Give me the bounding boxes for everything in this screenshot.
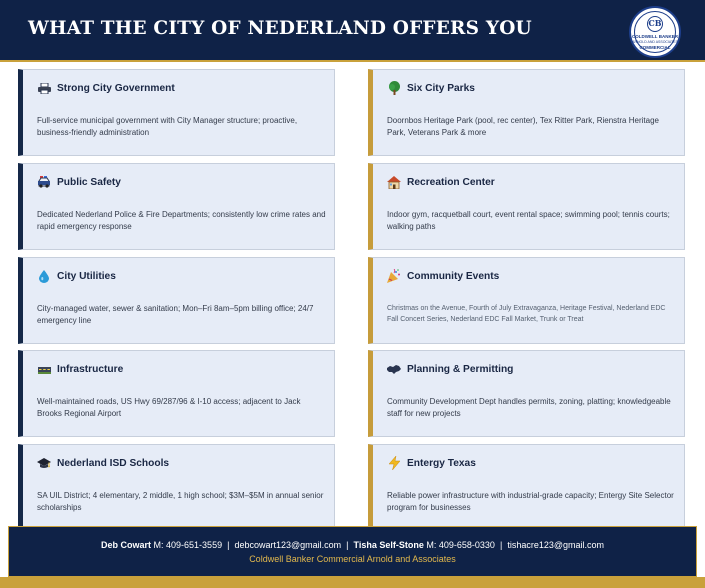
agent2-phone: M: 409-658-0330 xyxy=(426,540,495,550)
card-description: Dedicated Nederland Police & Fire Departments; consistently low crime rates and rapid emergency response xyxy=(37,210,326,231)
agent1-phone: M: 409-651-3559 xyxy=(153,540,223,550)
card-public-safety xyxy=(18,163,335,250)
house-icon xyxy=(387,175,401,189)
agent2-email: tishacre123@gmail.com xyxy=(507,540,604,550)
agent1-email: debcowart123@gmail.com xyxy=(234,540,342,550)
logo-middle-text: ARNOLD AND ASSOCIATES xyxy=(632,40,678,44)
separator: | xyxy=(346,540,349,550)
graduation-cap-icon xyxy=(37,456,51,470)
card-planning-permitting xyxy=(368,350,685,437)
road-icon xyxy=(37,362,51,376)
footer-gold-rule xyxy=(0,577,705,588)
police-car-icon xyxy=(37,175,51,189)
map-icon xyxy=(387,362,401,376)
printer-icon xyxy=(37,81,51,95)
card-title: Entergy Texas xyxy=(407,457,476,469)
card-strong-city-government xyxy=(18,69,335,156)
separator: | xyxy=(499,540,503,550)
card-community-events xyxy=(368,257,685,344)
card-infrastructure xyxy=(18,350,335,437)
water-drop-icon xyxy=(37,269,51,283)
card-title: Infrastructure xyxy=(57,363,124,375)
company-logo xyxy=(629,6,681,58)
card-entergy-texas xyxy=(368,444,685,531)
card-title: Recreation Center xyxy=(407,176,495,188)
card-description: SA UIL District; 4 elementary, 2 middle, 1 high school; $3M–$5M in annual senior scholarships xyxy=(37,491,324,512)
page-title: WHAT THE CITY OF NEDERLAND OFFERS YOU xyxy=(28,18,532,39)
party-popper-icon xyxy=(387,269,401,283)
company-name: Coldwell Banker Commercial Arnold and Associates xyxy=(249,554,456,564)
contact-line xyxy=(9,540,696,550)
header-gold-rule xyxy=(0,60,705,62)
logo-monogram: CB xyxy=(647,16,663,32)
card-title: City Utilities xyxy=(57,270,116,282)
card-description: Reliable power infrastructure with industrial-grade capacity; Entergy Site Selector program for businesses xyxy=(387,491,674,512)
card-recreation-center xyxy=(368,163,685,250)
card-description: Community Development Dept handles permits, zoning, platting; knowledgeable staff for new projects xyxy=(387,397,671,418)
card-description: City-managed water, sewer & sanitation; Mon–Fri 8am–5pm billing office; 24/7 emergency line xyxy=(37,304,314,325)
card-description: Doornbos Heritage Park (pool, rec center), Tex Ritter Park, Rienstra Heritage Park, Veterans Park & more xyxy=(387,116,659,137)
card-title: Six City Parks xyxy=(407,82,475,94)
card-description: Well-maintained roads, US Hwy 69/287/96 & I-10 access; adjacent to Jack Brooks Regional Airport xyxy=(37,397,301,418)
card-description: Indoor gym, racquetball court, event rental space; swimming pool; tennis courts; walking paths xyxy=(387,210,670,231)
card-description: Full-service municipal government with City Manager structure; proactive, business-friendly administration xyxy=(37,116,298,137)
agent1-name: Deb Cowart xyxy=(101,540,152,550)
card-title: Nederland ISD Schools xyxy=(57,457,170,469)
logo-bottom-text: COMMERCIAL xyxy=(639,45,671,50)
lightning-icon xyxy=(387,456,401,470)
card-title: Community Events xyxy=(407,270,500,282)
agent2-name: Tisha Self-Stone xyxy=(353,540,424,550)
card-nederland-isd-schools xyxy=(18,444,335,531)
logo-top-text: COLDWELL BANKER xyxy=(632,34,678,39)
card-six-city-parks xyxy=(368,69,685,156)
card-title: Planning & Permitting xyxy=(407,363,514,375)
card-city-utilities xyxy=(18,257,335,344)
contact-footer xyxy=(8,526,697,577)
tree-icon xyxy=(387,81,401,95)
header-banner xyxy=(0,0,705,60)
card-description: Christmas on the Avenue, Fourth of July Extravaganza, Heritage Festival, Nederland EDC Fall Concert Series, Nederland EDC Fall Market, Trunk or Treat xyxy=(387,305,666,323)
card-title: Public Safety xyxy=(57,176,121,188)
separator: | xyxy=(227,540,230,550)
card-title: Strong City Government xyxy=(57,82,175,94)
